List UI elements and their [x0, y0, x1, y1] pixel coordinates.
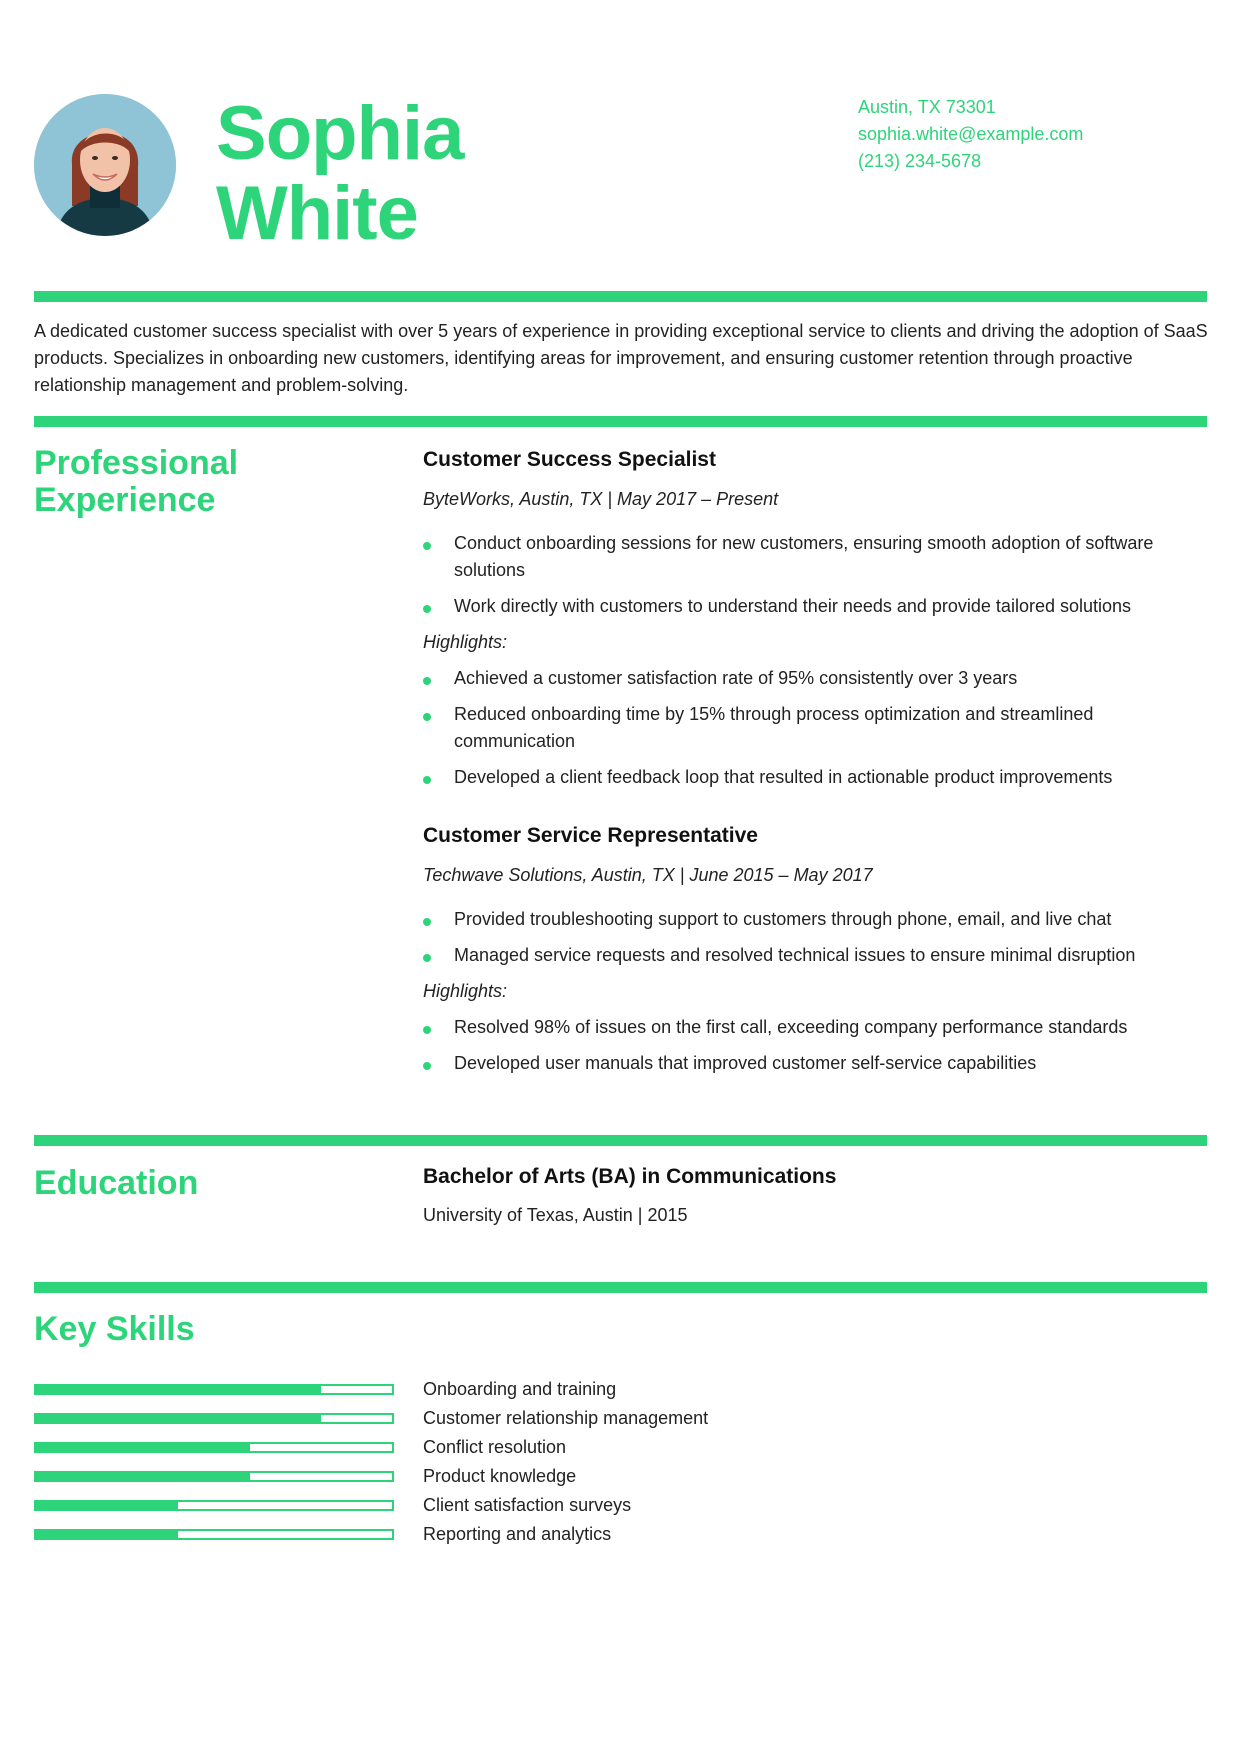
contact-info — [858, 94, 1083, 175]
job-entry — [423, 822, 1208, 1077]
candidate-name — [216, 91, 464, 256]
skill-row — [34, 1463, 934, 1492]
school-meta: University of Texas, Austin | 2015 — [423, 1205, 688, 1225]
list-item — [423, 942, 1208, 969]
job-highlights — [423, 665, 1208, 791]
job-title: Customer Success Specialist — [423, 448, 716, 471]
skill-label: Conflict resolution — [423, 1437, 567, 1457]
bullet-text: Conduct onboarding sessions for new customers, ensuring smooth adoption of software solutions — [454, 533, 1154, 580]
skill-level-bar — [34, 1529, 394, 1540]
bullet-icon — [423, 542, 431, 550]
resume-header — [34, 91, 1207, 256]
skill-level-bar — [34, 1500, 394, 1511]
skill-level-bar — [34, 1413, 394, 1424]
skill-label: Client satisfaction surveys — [423, 1495, 632, 1515]
bullet-icon — [423, 605, 431, 613]
contact-phone[interactable]: (213) 234-5678 — [858, 151, 982, 171]
skill-level-fill — [36, 1473, 250, 1480]
skill-label: Onboarding and training — [423, 1379, 617, 1399]
list-item — [423, 665, 1208, 692]
job-bullets — [423, 906, 1208, 969]
avatar — [34, 94, 176, 236]
contact-address: Austin, TX 73301 — [858, 97, 996, 117]
bullet-text: Work directly with customers to understand their needs and provide tailored solutions — [454, 596, 1132, 616]
person-portrait-icon — [34, 94, 176, 236]
bullet-icon — [423, 713, 431, 721]
last-name: White — [216, 171, 418, 256]
highlights-label: Highlights: — [423, 632, 508, 652]
job-meta: ByteWorks, Austin, TX | May 2017 – Present — [423, 489, 779, 509]
highlights-label: Highlights: — [423, 981, 508, 1001]
skill-row — [34, 1434, 934, 1463]
skill-level-fill — [36, 1415, 321, 1422]
bullet-text: Provided troubleshooting support to customers through phone, email, and live chat — [454, 909, 1112, 929]
bullet-text: Reduced onboarding time by 15% through process optimization and streamlined communication — [454, 704, 1094, 751]
job-entry — [423, 446, 1208, 791]
section-title-experience: Professional Experience — [34, 444, 239, 519]
job-highlights — [423, 1014, 1208, 1077]
experience-list — [423, 446, 1208, 1077]
skill-level-fill — [36, 1444, 250, 1451]
bullet-text: Resolved 98% of issues on the first call, exceeding company performance standards — [454, 1017, 1128, 1037]
bullet-icon — [423, 1062, 431, 1070]
first-name: Sophia — [216, 91, 464, 176]
divider — [34, 416, 1207, 427]
list-item — [423, 530, 1208, 584]
bullet-icon — [423, 677, 431, 685]
contact-email[interactable]: sophia.white@example.com — [858, 124, 1084, 144]
list-item — [423, 593, 1208, 620]
skill-label: Product knowledge — [423, 1466, 577, 1486]
bullet-icon — [423, 918, 431, 926]
bullet-text: Developed user manuals that improved customer self-service capabilities — [454, 1053, 1037, 1073]
skill-label: Customer relationship management — [423, 1408, 709, 1428]
bullet-icon — [423, 1026, 431, 1034]
skill-level-bar — [34, 1384, 394, 1395]
skill-level-bar — [34, 1471, 394, 1482]
list-item — [423, 906, 1208, 933]
job-title: Customer Service Representative — [423, 824, 758, 847]
list-item — [423, 764, 1208, 791]
education-entry — [423, 1163, 1208, 1228]
skills-list — [34, 1376, 934, 1550]
skill-level-bar — [34, 1442, 394, 1453]
degree-title: Bachelor of Arts (BA) in Communications — [423, 1165, 837, 1188]
job-meta: Techwave Solutions, Austin, TX | June 2015 – May 2017 — [423, 865, 873, 885]
summary-text: A dedicated customer success specialist with over 5 years of experience in providing exceptional service to clients and driving the adoption of SaaS products. Specializes in onboarding new customers, identifying areas for improvement, and ensuring customer retention through proactive relationship management and problem-solving. — [34, 321, 1208, 395]
list-item — [423, 701, 1208, 755]
list-item — [423, 1014, 1208, 1041]
section-title-skills: Key Skills — [34, 1310, 195, 1348]
job-bullets — [423, 530, 1208, 620]
bullet-icon — [423, 954, 431, 962]
section-title-education: Education — [34, 1164, 199, 1202]
bullet-text: Achieved a customer satisfaction rate of 95% consistently over 3 years — [454, 668, 1018, 688]
divider — [34, 1282, 1207, 1293]
skill-level-fill — [36, 1502, 178, 1509]
divider — [34, 291, 1207, 302]
bullet-text: Managed service requests and resolved technical issues to ensure minimal disruption — [454, 945, 1136, 965]
divider — [34, 1135, 1207, 1146]
skill-label: Reporting and analytics — [423, 1524, 612, 1544]
skill-level-fill — [36, 1531, 178, 1538]
list-item — [423, 1050, 1208, 1077]
skill-row — [34, 1521, 934, 1550]
skill-row — [34, 1405, 934, 1434]
skill-row — [34, 1492, 934, 1521]
bullet-text: Developed a client feedback loop that resulted in actionable product improvements — [454, 767, 1113, 787]
skill-row — [34, 1376, 934, 1405]
bullet-icon — [423, 776, 431, 784]
skill-level-fill — [36, 1386, 321, 1393]
